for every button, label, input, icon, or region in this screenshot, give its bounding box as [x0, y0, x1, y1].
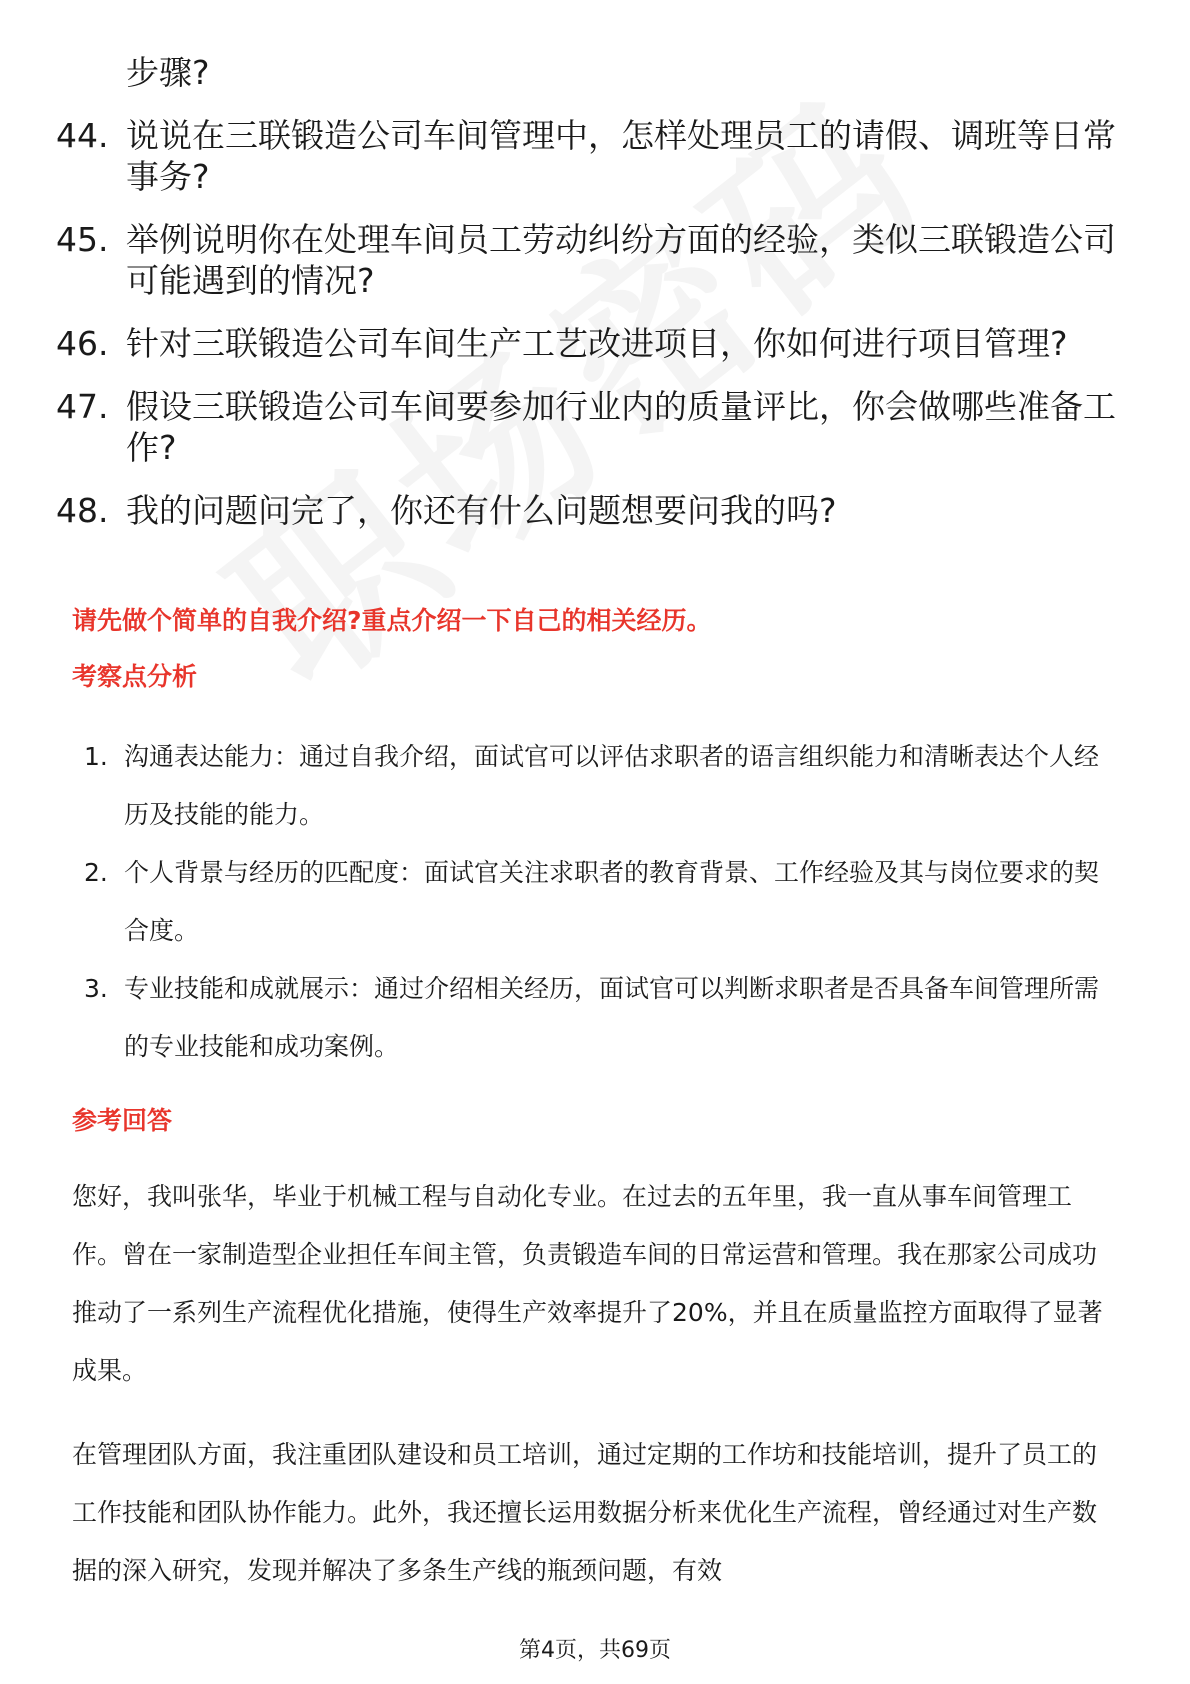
question-list — [56, 52, 1116, 553]
question-item — [56, 323, 1116, 364]
question-text: 我的问题问完了，你还有什么问题想要问我的吗? — [126, 491, 837, 530]
point-number: 2. — [84, 858, 108, 887]
question-item — [56, 115, 1116, 197]
analysis-point — [84, 844, 1120, 960]
analysis-heading: 考察点分析 — [72, 662, 198, 691]
question-text: 说说在三联锻造公司车间管理中，怎样处理员工的请假、调班等日常事务? — [126, 116, 1116, 196]
question-number: 48. — [56, 491, 109, 530]
question-text: 假设三联锻造公司车间要参加行业内的质量评比，你会做哪些准备工作? — [126, 387, 1116, 467]
question-text: 举例说明你在处理车间员工劳动纠纷方面的经验，类似三联锻造公司可能遇到的情况? — [126, 220, 1116, 300]
point-number: 1. — [84, 742, 108, 771]
point-text: 沟通表达能力：通过自我介绍，面试官可以评估求职者的语言组织能力和清晰表达个人经历及技能的能力。 — [124, 742, 1100, 829]
analysis-point — [84, 960, 1120, 1076]
point-number: 3. — [84, 974, 108, 1003]
answer-paragraph: 您好，我叫张华，毕业于机械工程与自动化专业。在过去的五年里，我一直从事车间管理工作。曾在一家制造型企业担任车间主管，负责锻造车间的日常运营和管理。我在那家公司成功推动了一系列生产流程优化措施，使得生产效率提升了20%，并且在质量监控方面取得了显著成果。 — [72, 1182, 1103, 1385]
point-text: 个人背景与经历的匹配度：面试官关注求职者的教育背景、工作经验及其与岗位要求的契合度。 — [124, 858, 1100, 945]
question-text: 步骤? — [126, 53, 210, 92]
answer-paragraph: 在管理团队方面，我注重团队建设和员工培训，通过定期的工作坊和技能培训，提升了员工的工作技能和团队协作能力。此外，我还擅长运用数据分析来优化生产流程，曾经通过对生产数据的深入研究，发现并解决了多条生产线的瓶颈问题，有效 — [72, 1440, 1098, 1585]
question-item — [56, 52, 1116, 93]
answer-heading: 参考回答 — [72, 1106, 173, 1135]
question-text: 针对三联锻造公司车间生产工艺改进项目，你如何进行项目管理? — [126, 324, 1068, 363]
question-number: 45. — [56, 220, 109, 259]
question-number — [56, 52, 126, 93]
point-text: 专业技能和成就展示：通过介绍相关经历，面试官可以判断求职者是否具备车间管理所需的专业技能和成功案例。 — [124, 974, 1100, 1061]
question-item — [56, 490, 1116, 531]
question-number: 47. — [56, 387, 109, 426]
question-item — [56, 219, 1116, 301]
analysis-points — [84, 728, 1120, 1076]
analysis-point — [84, 728, 1120, 844]
question-number: 44. — [56, 116, 109, 155]
page-footer: 第4页，共69页 — [519, 1638, 671, 1663]
question-number: 46. — [56, 324, 109, 363]
question-item — [56, 386, 1116, 468]
main-question: 请先做个简单的自我介绍?重点介绍一下自己的相关经历。 — [72, 606, 712, 635]
